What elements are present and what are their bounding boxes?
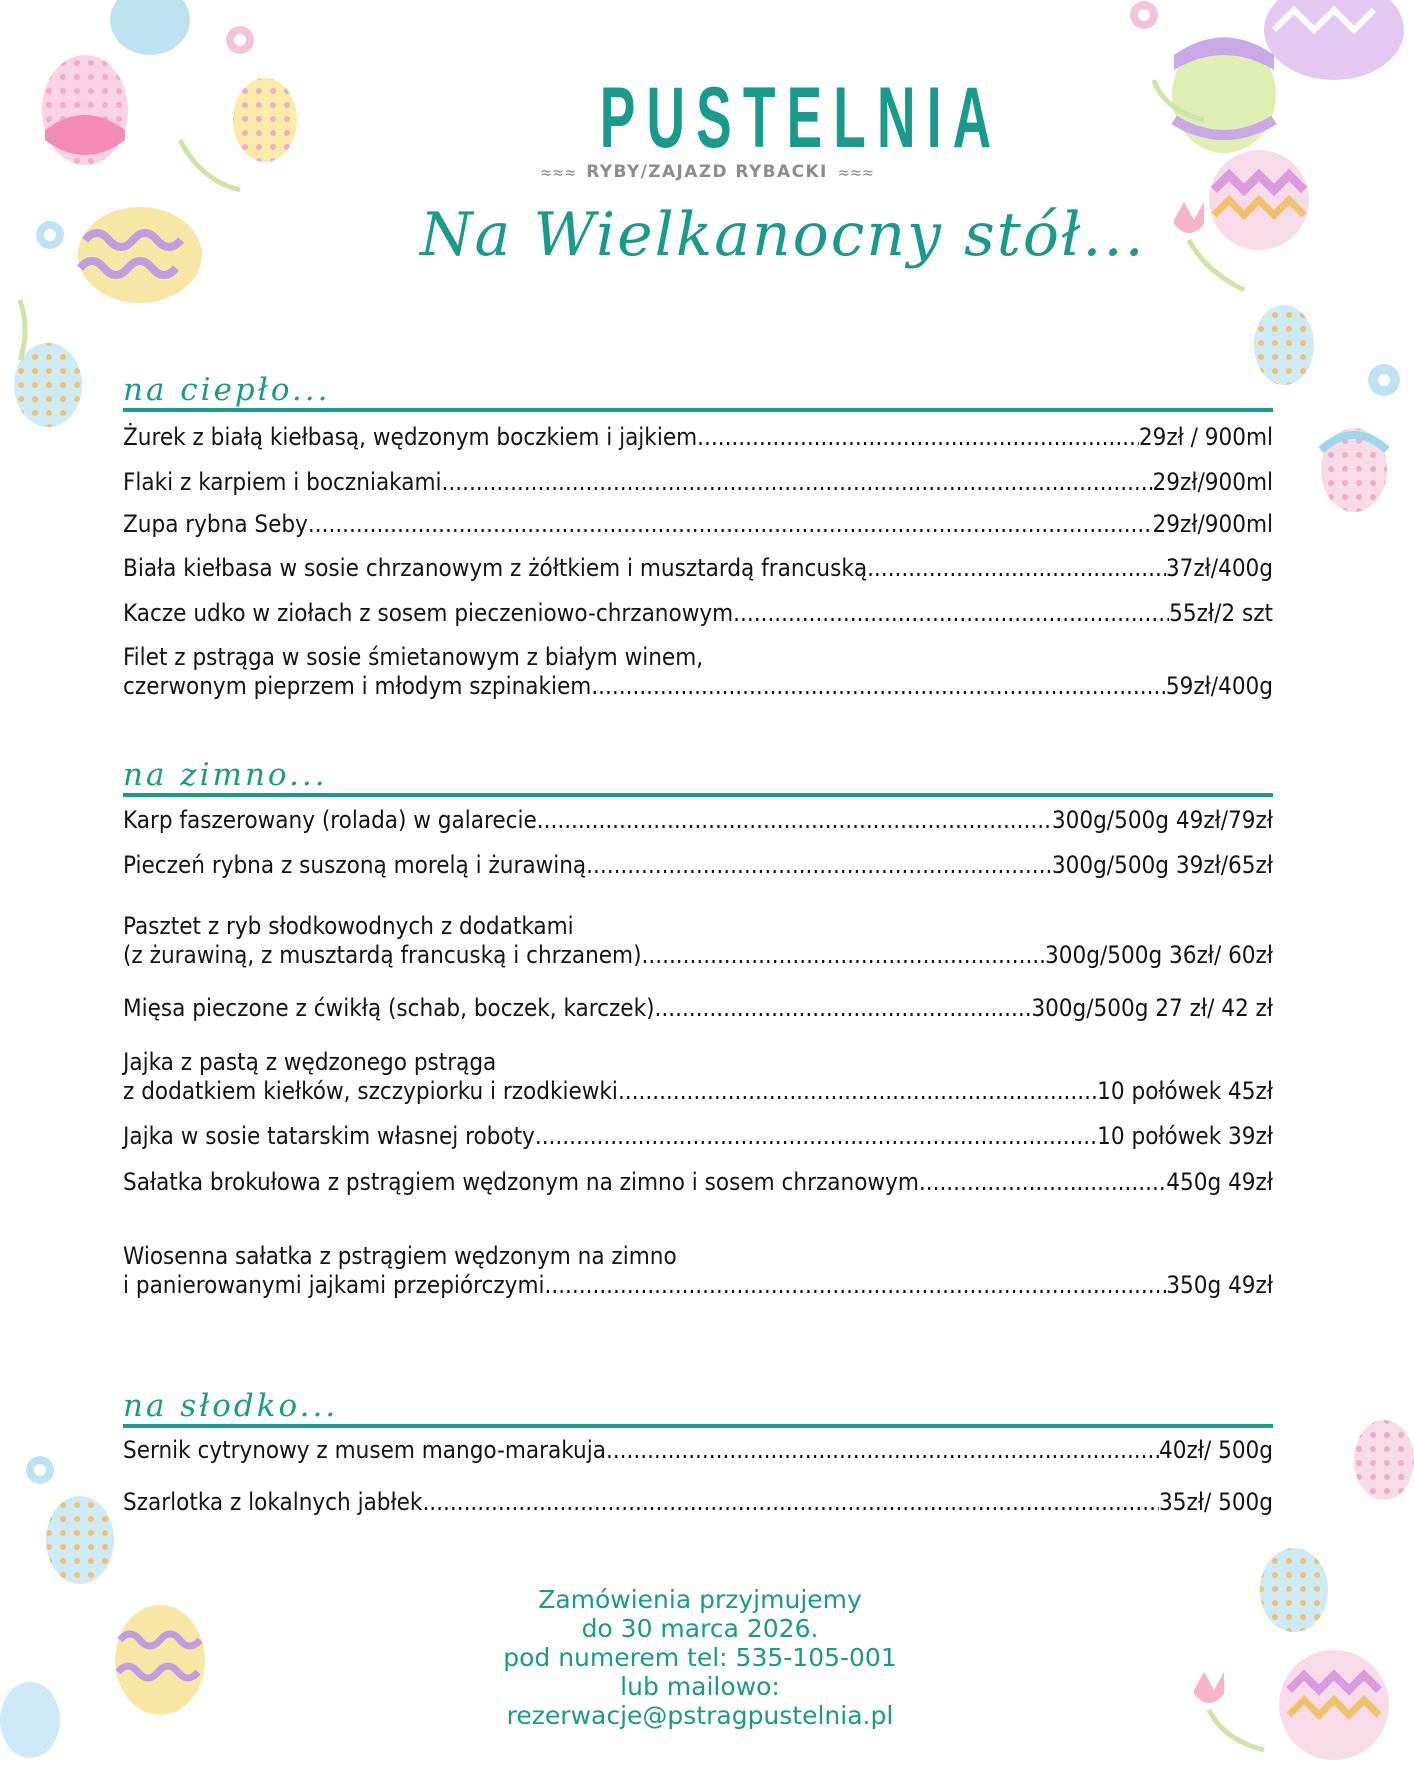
item-price: 10 połówek 39zł [1097,1122,1273,1150]
section-hot [123,358,1273,700]
item-price: 37zł/400g [1165,554,1273,582]
item-name: Flaki z karpiem i boczniakami [123,468,442,496]
item-name: Zupa rybna Seby [123,510,308,538]
menu-item [123,912,1273,970]
item-name: Biała kiełbasa w sosie chrzanowym z żółtkiem i musztardą francuską [123,554,868,582]
item-name: (z żurawiną, z musztardą francuską i chrzanem) [123,941,642,969]
item-name-line1: Pasztet z ryb słodkowodnych z dodatkami [123,912,574,940]
item-name: Pieczeń rybna z suszoną morelą i żurawiną [123,851,587,879]
brand-logo [534,70,1003,182]
easter-egg-icon [78,207,202,303]
item-price: 300g/500g 36zł/ 60zł [1045,941,1273,969]
waves-icon: ≈≈≈ [540,162,577,182]
menu-item [123,1488,1273,1517]
easter-egg-icon [46,1496,114,1584]
menu-item [123,1048,1273,1106]
item-name: Jajka w sosie tatarskim własnej roboty [123,1122,535,1150]
item-name-line1: Filet z pstrąga w sosie śmietanowym z białym winem, [123,643,704,671]
order-deadline: do 30 marca 2026. [581,1614,819,1643]
easter-egg-icon [42,55,128,165]
easter-egg-icon [110,0,190,55]
easter-egg-icon [14,343,82,427]
easter-egg-icon [1354,1420,1414,1500]
section-title: na ciepło... [123,372,331,408]
section-title: na zimno... [123,757,328,793]
easter-egg-icon [1264,0,1404,80]
item-name: i panierowanymi jajkami przepiórczymi [123,1271,545,1299]
tulip-icon [20,140,240,360]
item-price: 300g/500g 27 zł/ 42 zł [1031,994,1273,1022]
order-info [400,1585,1000,1730]
order-info-line: Zamówienia przyjmujemy [538,1585,862,1614]
section-title: na słodko... [123,1388,339,1424]
item-price: 59zł/400g [1165,672,1273,700]
menu-item [123,1122,1273,1151]
item-name: Żurek z białą kiełbasą, wędzonym boczkiem i jajkiem [123,423,698,451]
item-name: z dodatkiem kiełków, szczypiorku i rzodkiewki [123,1077,618,1105]
item-price: 40zł/ 500g [1159,1436,1273,1464]
easter-egg-icon [1321,428,1387,512]
menu-item [123,1242,1273,1300]
item-name: Szarlotka z lokalnych jabłek [123,1488,423,1516]
item-price: 350g 49zł [1166,1271,1273,1299]
item-price: 10 połówek 45zł [1097,1077,1273,1105]
easter-egg-icon [115,1605,205,1715]
menu-item [123,510,1273,539]
menu-item [123,1436,1273,1465]
waves-icon: ≈≈≈ [837,162,874,182]
order-email-link[interactable]: rezerwacje@pstragpustelnia.pl [506,1701,894,1730]
section-sweet [123,1374,1273,1516]
logo-subtitle-text: RYBY/ZAJAZD RYBACKI [586,162,828,182]
item-name-line1: Jajka z pastą z wędzonego pstrąga [123,1048,497,1076]
menu-item [123,599,1273,628]
menu-item [123,1168,1273,1197]
easter-egg-icon [1279,1650,1389,1760]
item-name: Sałatka brokułowa z pstrągiem wędzonym na zimno i sosem chrzanowym [123,1168,919,1196]
flower-icon [1130,1,1400,396]
item-price: 29zł/900ml [1152,468,1273,496]
item-price: 450g 49zł [1166,1168,1273,1196]
order-info-line: lub mailowo: [620,1672,780,1701]
menu-item [123,851,1273,880]
item-name-line1: Wiosenna sałatka z pstrągiem wędzonym na zimno [123,1242,677,1270]
item-price: 300g/500g 49zł/79zł [1051,806,1273,834]
easter-egg-icon [1172,37,1276,153]
order-phone[interactable]: pod numerem tel: 535-105-001 [503,1643,897,1672]
item-price: 55zł/2 szt [1169,599,1273,627]
easter-egg-icon [233,78,297,162]
item-name: Karp faszerowany (rolada) w galarecie [123,806,537,834]
item-name: Mięsa pieczone z ćwikłą (schab, boczek, karczek) [123,994,655,1022]
menu-item [123,806,1273,835]
item-price: 35zł/ 500g [1159,1488,1273,1516]
menu-item [123,554,1273,583]
logo-wordmark: PUSTELNIA [599,70,1003,166]
easter-egg-icon [1209,150,1309,250]
item-name: Sernik cytrynowy z musem mango-marakuja [123,1436,606,1464]
menu-item [123,468,1273,497]
easter-egg-icon [0,1682,60,1758]
section-header [123,358,1273,412]
section-header [123,1374,1273,1428]
item-price: 29zł/900ml [1152,510,1273,538]
menu-item [123,423,1273,452]
section-header [123,743,1273,797]
item-name: Kacze udko w ziołach z sosem pieczeniowo-chrzanowym [123,599,734,627]
item-price: 29zł / 900ml [1138,423,1273,451]
easter-egg-icon [1260,1548,1328,1632]
section-cold [123,743,1273,1299]
item-price: 300g/500g 39zł/65zł [1051,851,1273,879]
item-name: czerwonym pieprzem i młodym szpinakiem [123,672,592,700]
menu-item [123,643,1273,701]
page-title: Na Wielkanocny stół... [420,200,1146,270]
menu-item [123,994,1273,1023]
